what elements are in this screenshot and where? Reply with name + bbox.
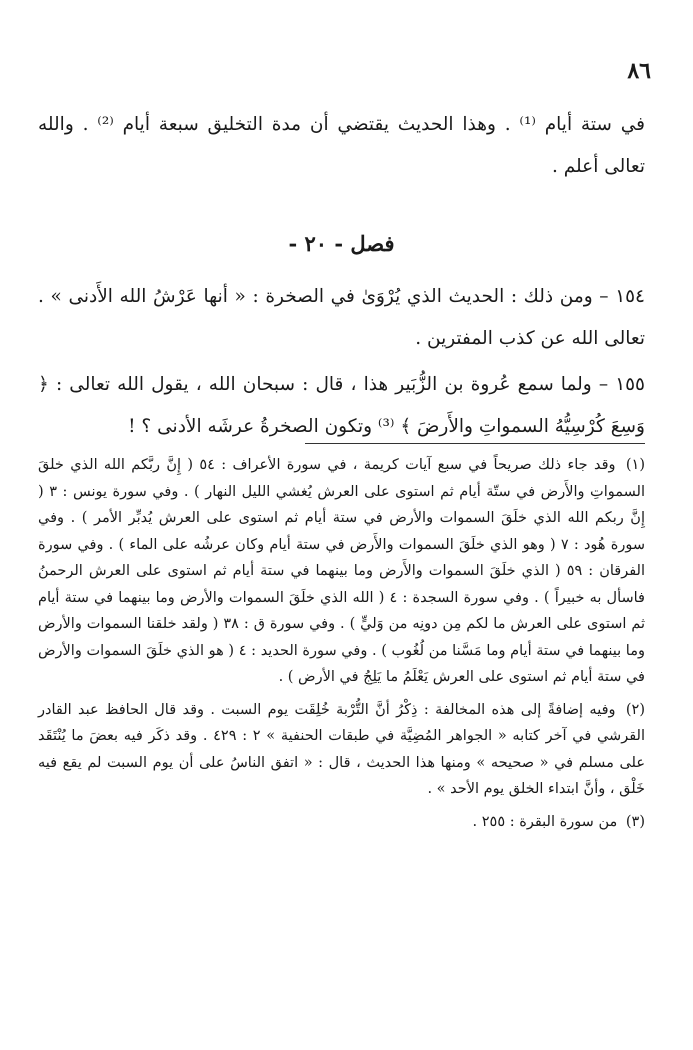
footnote-marker: (٢) [625, 701, 645, 718]
paragraph-155: ١٥٥ – ولما سمع عُروة بن الزُّبَير هذا ، قال : سبحان الله ، يقول الله تعالى : ﴿ وَسِعَ كُرْسِيُّهُ السمواتِ والأَرضَ ﴾ ⁽³⁾ وتكون الصخرةُ عرشَه الأدنى ؟ ! [38, 374, 645, 437]
main-text [38, 104, 645, 448]
page-number: ٨٦ [627, 58, 651, 84]
footnote-text: وفيه إضافةً إلى هذه المخالفة : ذِكْرُ أنَّ التُّرْبة خُلِقَت يوم السبت . وقد قال الحافظ عبد القادر القرشي في آخر كتابه « الجواهر المُضِيَّة في طبقات الحنفية » ٢ : ٤٢٩ . وقد ذكَر فيه بعضَ ما يُنْتَقَد على مسلم في « صحيحه » ومنها هذا الحديث ، قال : « اتفق الناسُ على أن يوم السبت لم يقع فيه خَلْق ، وأنَّ ابتداء الخلق يوم الأحد » . [38, 701, 645, 797]
paragraph-154: ١٥٤ – ومن ذلك : الحديث الذي يُرْوَىٰ في الصخرة : « أنها عَرْشُ الله الأَدنى » . تعالى الله عن كذب المفترين . [38, 286, 645, 349]
footnotes [38, 452, 645, 841]
intro-paragraph: في ستة أيام ⁽¹⁾ . وهذا الحديث يقتضي أن مدة التخليق سبعة أيام ⁽²⁾ . والله تعالى أعلم . [38, 114, 645, 177]
footnote-2 [38, 697, 645, 803]
footnote-marker: (٣) [625, 813, 645, 830]
section-heading: فصل - ٢٠ - [288, 231, 395, 256]
footnote-3 [38, 809, 645, 836]
footnote-separator [305, 443, 645, 444]
footnote-text: من سورة البقرة : ٢٥٥ . [472, 813, 618, 830]
footnote-marker: (١) [625, 457, 646, 473]
footnote-1 [38, 452, 645, 691]
footnote-text: وقد جاء ذلك صريحاً في سبع آيات كريمة ، في سورة الأعراف : ٥٤ ( إِنَّ ربَّكم الله الذي خلقَ السمواتِ والأَرض في ستّة أيام ثم استوى على العرش يُغشي الليل النهار ) . وفي سورة يونس : ٣ ( إِنَّ ربكم الله الذي خلَقَ السموات والأرض في ستة أيام ثم استوى على العرش يُدبِّر الأمر ) . وفي سورة هُود : ٧ ( وهو الذي خلَقَ السموات والأَرض في ستة أيام وكان عرشُه على الماء ) . وفي سورة الفرقان : ٥٩ ( الذي خلَقَ السموات والأَرض وما بينهما في ستة أيام ثم استوى على العرش الرحمنُ فاسأل به خبيراً ) . وفي سورة السجدة : ٤ ( الله الذي خلَقَ السموات والأرض وما بينهما في ستة أيام ثم استوى على العرش ما لكم مِن دونِه من وَليٍّ ) . وفي سورة ق : ٣٨ ( ولقد خلقنا السموات والأرض وما بينهما في ستة أيام وما مَسَّنا من لُغُوب ) . وفي سورة الحديد : ٤ ( هو الذي خلَقَ السموات والأرض في ستة أيام ثم استوى على العرش يَعْلَمُ ما يَلِجُ في الأرض ) . [38, 457, 646, 685]
